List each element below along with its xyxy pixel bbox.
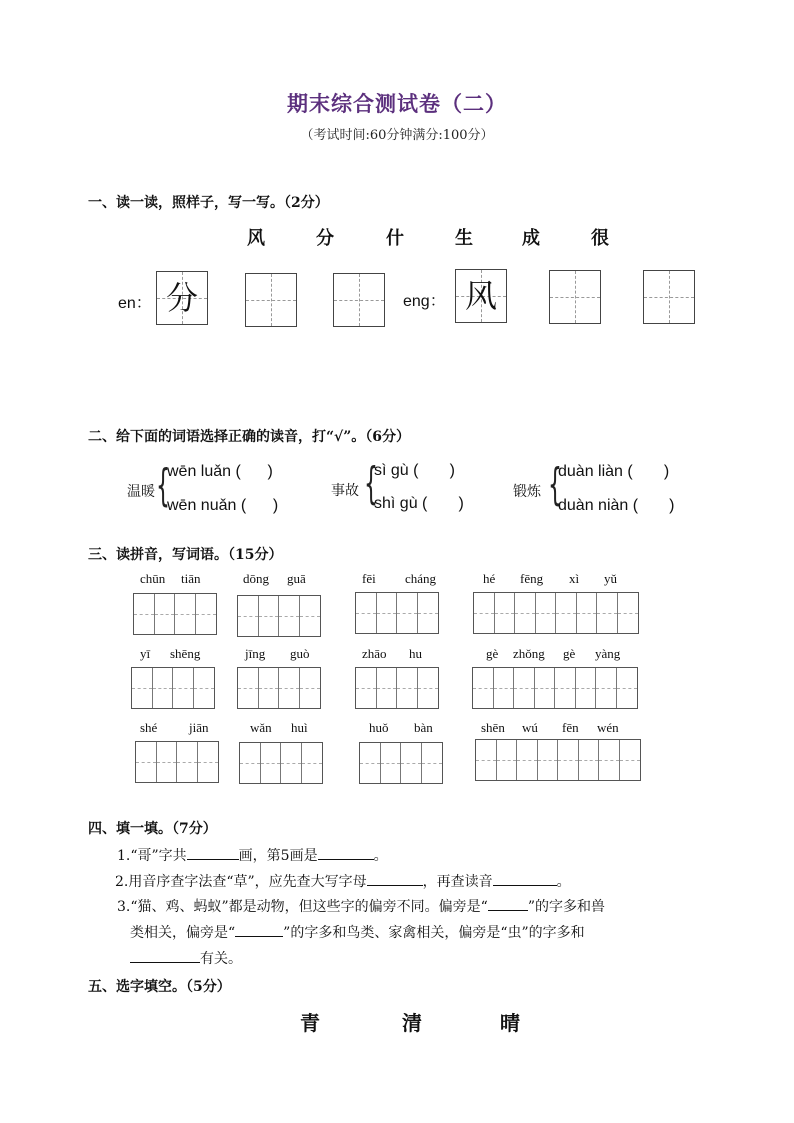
writing-box[interactable] bbox=[245, 273, 297, 327]
char-item: 什 bbox=[386, 228, 404, 249]
fill-blank[interactable] bbox=[488, 896, 528, 911]
answer-grid[interactable] bbox=[131, 667, 215, 709]
char-item: 生 bbox=[455, 228, 473, 249]
pinyin-syllable: tiān bbox=[181, 571, 201, 586]
fill-text: ”的字多和兽 bbox=[527, 899, 605, 915]
writing-box[interactable] bbox=[549, 270, 601, 324]
pinyin-syllable: xì bbox=[569, 571, 580, 586]
brace: { bbox=[364, 458, 378, 509]
pinyin-option[interactable]: duàn liàn ( ) bbox=[558, 463, 670, 480]
pinyin-syllable: gè bbox=[563, 646, 576, 661]
pinyin-syllable: wǎn bbox=[250, 720, 272, 735]
fill-text: 。 bbox=[373, 848, 388, 864]
fill-blank[interactable] bbox=[235, 922, 283, 937]
pinyin-syllable: hu bbox=[409, 646, 422, 661]
pinyin-syllable: shēng bbox=[170, 646, 201, 661]
eng-sample-box bbox=[455, 269, 507, 323]
pinyin-syllable: dōng bbox=[243, 571, 269, 586]
fill-line-1 bbox=[117, 845, 388, 865]
char-item: 很 bbox=[591, 228, 609, 249]
pinyin-syllable: chūn bbox=[140, 571, 166, 586]
answer-grid[interactable] bbox=[355, 667, 439, 709]
section-2-heading: 二、给下面的词语选择正确的读音，打“√”。（6分） bbox=[88, 429, 411, 445]
pinyin-option[interactable]: wēn luǎn ( ) bbox=[167, 463, 273, 480]
pinyin-syllable: shēn bbox=[481, 720, 505, 735]
pinyin-option[interactable]: wēn nuǎn ( ) bbox=[167, 497, 279, 514]
pinyin-syllable: guā bbox=[287, 571, 306, 586]
eng-label: eng： bbox=[403, 293, 446, 310]
answer-grid[interactable] bbox=[237, 595, 321, 637]
brace: { bbox=[548, 459, 562, 510]
fill-text: ，再查读音 bbox=[422, 874, 493, 890]
fill-blank[interactable] bbox=[493, 871, 557, 886]
pinyin-syllable: cháng bbox=[405, 571, 437, 586]
pinyin-syllable: wú bbox=[522, 720, 538, 735]
fill-text: 有关。 bbox=[200, 951, 242, 967]
char-item: 分 bbox=[316, 228, 334, 249]
answer-grid[interactable] bbox=[472, 667, 638, 709]
fill-text: 。 bbox=[556, 874, 571, 890]
char-item: 成 bbox=[522, 228, 540, 249]
fill-blank[interactable] bbox=[318, 845, 374, 860]
section-5-heading: 五、选字填空。（5分） bbox=[88, 979, 231, 995]
pinyin-syllable: yī bbox=[140, 646, 151, 661]
answer-grid[interactable] bbox=[473, 592, 639, 634]
pinyin-syllable: jīng bbox=[245, 646, 266, 661]
brace: { bbox=[156, 460, 170, 511]
section-4-heading: 四、填一填。（7分） bbox=[88, 821, 217, 837]
choice-char: 青 bbox=[300, 1011, 320, 1035]
answer-grid[interactable] bbox=[475, 739, 641, 781]
pinyin-syllable: huì bbox=[291, 720, 308, 735]
fill-text: 3.“猫、鸡、蚂蚁”都是动物，但这些字的偏旁不同。偏旁是“ bbox=[117, 899, 488, 915]
answer-grid[interactable] bbox=[359, 742, 443, 784]
answer-grid[interactable] bbox=[135, 741, 219, 783]
pinyin-syllable: guò bbox=[290, 646, 310, 661]
pinyin-option[interactable]: sì gù ( ) bbox=[374, 462, 455, 479]
pinyin-syllable: yàng bbox=[595, 646, 621, 661]
word-label: 事故 bbox=[331, 483, 359, 499]
fill-line-3 bbox=[117, 896, 605, 916]
pinyin-syllable: huǒ bbox=[369, 720, 389, 735]
section-1-heading: 一、读一读，照样子，写一写。（2分） bbox=[88, 195, 329, 211]
fill-line-5 bbox=[130, 948, 242, 968]
word-label: 锻炼 bbox=[513, 484, 541, 500]
pinyin-syllable: hé bbox=[483, 571, 496, 586]
answer-grid[interactable] bbox=[237, 667, 321, 709]
writing-box[interactable] bbox=[333, 273, 385, 327]
pinyin-syllable: gè bbox=[486, 646, 499, 661]
en-label: en： bbox=[118, 295, 152, 312]
en-sample-char: 分 bbox=[165, 279, 198, 317]
pinyin-syllable: bàn bbox=[414, 720, 433, 735]
en-sample-box bbox=[156, 271, 208, 325]
answer-grid[interactable] bbox=[239, 742, 323, 784]
fill-text: 画，第5画是 bbox=[238, 848, 318, 864]
pinyin-syllable: zhāo bbox=[362, 646, 387, 661]
pinyin-syllable: wén bbox=[597, 720, 619, 735]
eng-sample-char: 风 bbox=[464, 277, 497, 315]
pinyin-option[interactable]: shì gù ( ) bbox=[374, 495, 464, 512]
page-subtitle: （考试时间:60分钟满分:100分） bbox=[300, 128, 494, 143]
choice-char: 晴 bbox=[500, 1011, 520, 1035]
writing-box[interactable] bbox=[643, 270, 695, 324]
fill-blank[interactable] bbox=[187, 845, 239, 860]
pinyin-syllable: fēng bbox=[520, 571, 544, 586]
pinyin-syllable: shé bbox=[140, 720, 158, 735]
pinyin-option[interactable]: duàn niàn ( ) bbox=[558, 497, 675, 514]
pinyin-syllable: fēn bbox=[562, 720, 579, 735]
fill-blank[interactable] bbox=[130, 948, 200, 963]
char-item: 风 bbox=[247, 228, 265, 249]
fill-line-4 bbox=[130, 922, 585, 942]
pinyin-syllable: fēi bbox=[362, 571, 376, 586]
fill-text: 2.用音序查字法查“草”，应先查大写字母 bbox=[115, 874, 367, 890]
word-label: 温暖 bbox=[127, 484, 155, 500]
fill-text: 类相关，偏旁是“ bbox=[130, 925, 236, 941]
answer-grid[interactable] bbox=[355, 592, 439, 634]
section-3-heading: 三、读拼音，写词语。（15分） bbox=[88, 547, 283, 563]
choice-char: 清 bbox=[402, 1011, 422, 1035]
fill-text: ”的字多和鸟类、家禽相关，偏旁是“虫”的字多和 bbox=[283, 925, 585, 941]
fill-line-2 bbox=[115, 871, 571, 891]
pinyin-syllable: zhǒng bbox=[513, 646, 545, 661]
pinyin-syllable: yǔ bbox=[604, 571, 617, 586]
answer-grid[interactable] bbox=[133, 593, 217, 635]
fill-blank[interactable] bbox=[367, 871, 423, 886]
page-title: 期末综合测试卷（二） bbox=[287, 91, 507, 116]
pinyin-syllable: jiān bbox=[189, 720, 209, 735]
fill-text: 1.“哥”字共 bbox=[117, 848, 187, 864]
